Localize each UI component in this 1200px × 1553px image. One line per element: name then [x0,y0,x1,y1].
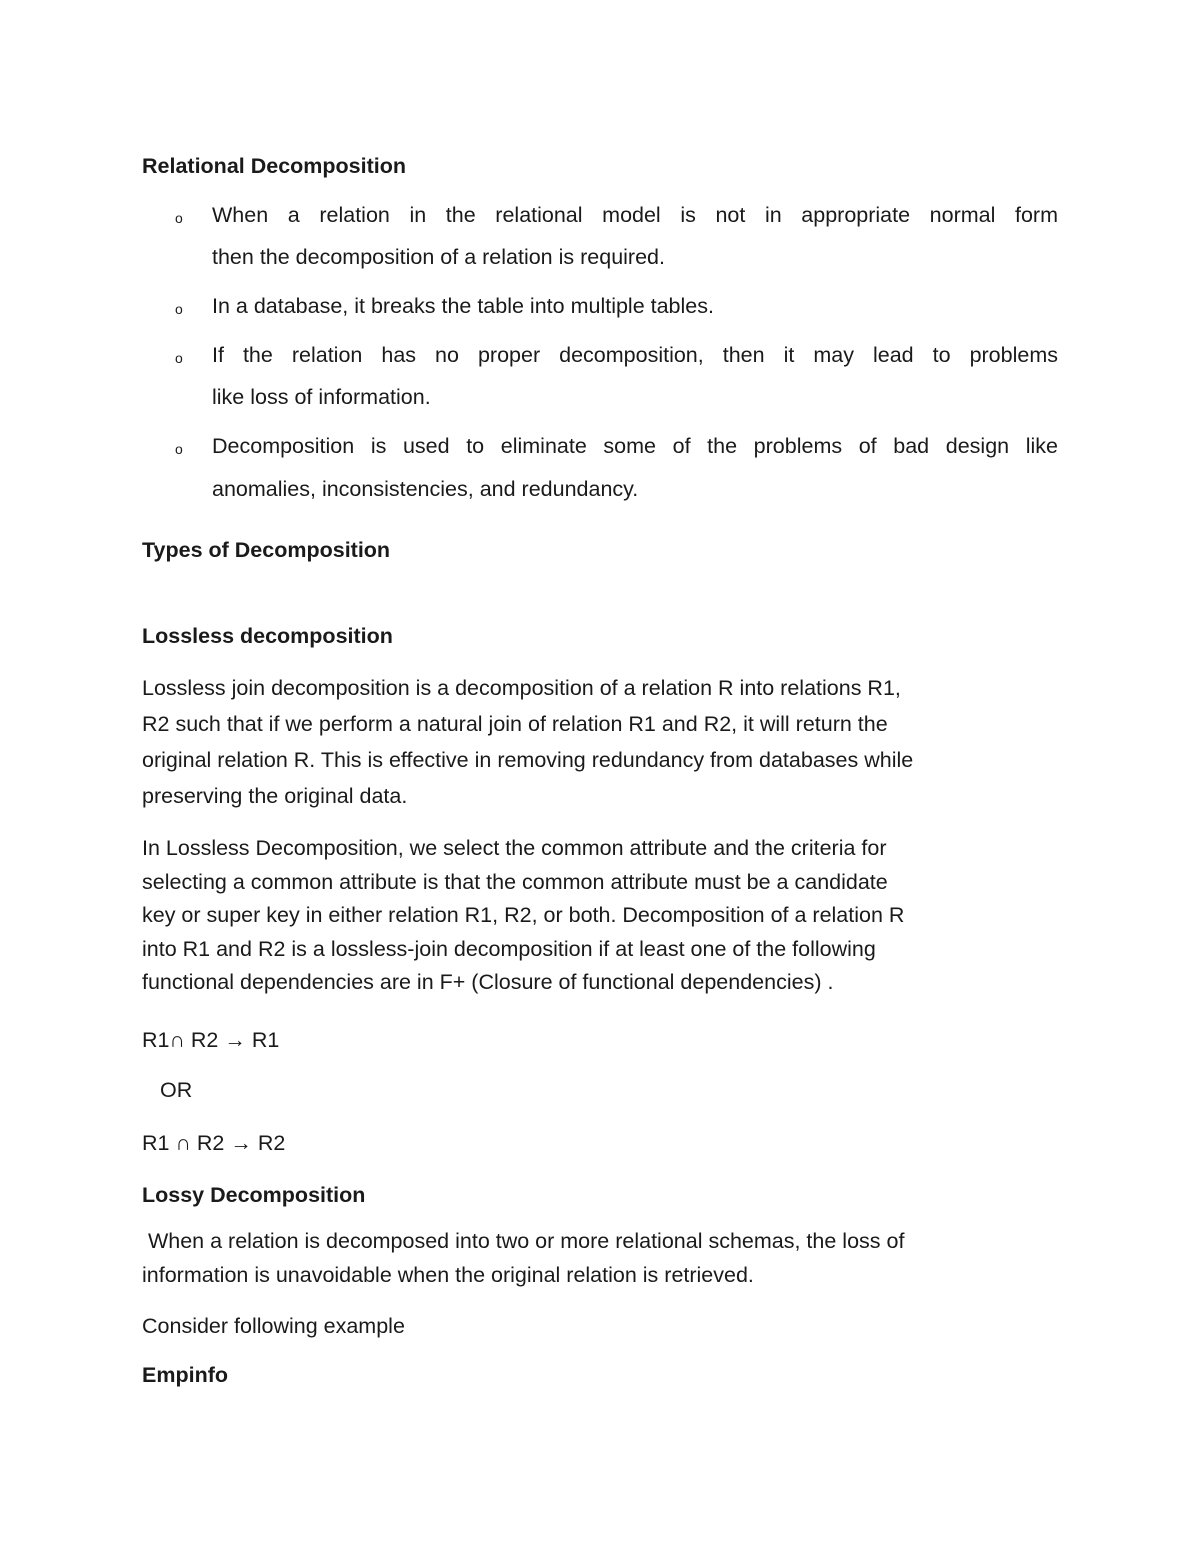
formula-1: R1∩ R2 → R1 [142,1028,280,1052]
lossy-paragraph [142,1229,1062,1296]
lossless-criteria-paragraph [142,836,1062,1004]
bullet-4-line-2: anomalies, inconsistencies, and redundancy. [212,477,639,501]
section-heading-lossy: Lossy Decomposition [142,1183,366,1207]
paragraph-line: R2 such that if we perform a natural join of relation R1 and R2, it will return the [142,712,888,736]
bullet-4-line-1: Decomposition is used to eliminate some of the problems of bad design like [212,434,1058,458]
paragraph-line: original relation R. This is effective in removing redundancy from databases while [142,748,914,772]
bullet-marker: o [175,441,183,457]
bullet-1-line-1: When a relation in the relational model is not in appropriate normal form [212,203,1058,227]
paragraph-line: selecting a common attribute is that the common attribute must be a candidate [142,869,888,894]
bullet-3-line-2: like loss of information. [212,385,431,409]
paragraph-line: key or super key in either relation R1, R2, or both. Decomposition of a relation R [142,903,905,927]
bullet-marker: o [175,210,183,226]
section-heading-types: Types of Decomposition [142,538,391,562]
page-title: Relational Decomposition [142,154,407,178]
example-text: Consider following example [142,1314,405,1338]
paragraph-line: functional dependencies are in F+ (Closure of functional dependencies) . [142,970,834,994]
bullet-3-line-1: If the relation has no proper decomposition, then it may lead to problems [212,343,1058,367]
bullet-marker: o [175,301,183,317]
paragraph-line: In Lossless Decomposition, we select the common attribute and the criteria for [142,836,887,860]
paragraph-line: When a relation is decomposed into two or more relational schemas, the loss of [142,1229,905,1253]
paragraph-line: Lossless join decomposition is a decomposition of a relation R into relations R1, [142,676,901,700]
section-heading-empinfo: Empinfo [142,1363,228,1387]
formula-2: R1 ∩ R2 → R2 [142,1131,286,1155]
paragraph-line: into R1 and R2 is a lossless-join decomposition if at least one of the following [142,936,876,961]
lossless-paragraph [142,676,1062,820]
paragraph-line: information is unavoidable when the original relation is retrieved. [142,1262,754,1287]
or-text: OR [160,1078,193,1102]
bullet-1-line-2: then the decomposition of a relation is required. [212,245,665,269]
bullet-marker: o [175,350,183,366]
bullet-2-line-1: In a database, it breaks the table into multiple tables. [212,294,714,318]
section-heading-lossless: Lossless decomposition [142,624,393,648]
paragraph-line: preserving the original data. [142,784,408,808]
